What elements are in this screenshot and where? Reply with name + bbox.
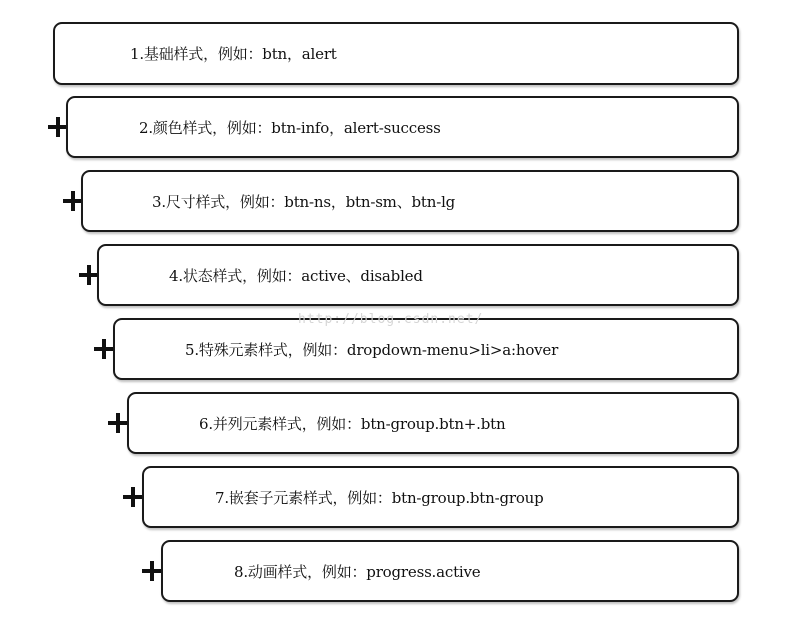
plus-icon xyxy=(108,413,128,433)
plus-icon xyxy=(123,487,143,507)
step-label-2: 2.颜色样式，例如：btn-info，alert-success xyxy=(139,118,441,137)
step-box-5 xyxy=(113,318,739,380)
plus-icon xyxy=(48,117,68,137)
step-label-6: 6.并列元素样式，例如：btn-group.btn+.btn xyxy=(199,414,506,433)
step-label-1: 1.基础样式，例如：btn，alert xyxy=(130,45,337,63)
step-label-7: 7.嵌套子元素样式，例如：btn-group.btn-group xyxy=(215,488,544,507)
step-box-6 xyxy=(127,392,739,454)
step-label-5: 5.特殊元素样式，例如：dropdown-menu>li>a:hover xyxy=(185,340,559,359)
step-box-7 xyxy=(142,466,739,528)
step-box-8 xyxy=(161,540,739,602)
plus-icon xyxy=(79,265,99,285)
plus-icon xyxy=(142,561,162,581)
step-label-4: 4.状态样式，例如：active、disabled xyxy=(169,266,423,285)
step-box-3 xyxy=(81,170,739,232)
step-box-1 xyxy=(53,22,739,85)
step-label-3: 3.尺寸样式，例如：btn-ns，btn-sm、btn-lg xyxy=(152,192,456,211)
plus-icon xyxy=(94,339,114,359)
plus-icon xyxy=(63,191,83,211)
watermark: http://blog.csdn.net/ xyxy=(298,312,484,327)
step-box-4 xyxy=(97,244,739,306)
step-box-2 xyxy=(66,96,739,158)
step-label-8: 8.动画样式，例如：progress.active xyxy=(234,562,481,581)
